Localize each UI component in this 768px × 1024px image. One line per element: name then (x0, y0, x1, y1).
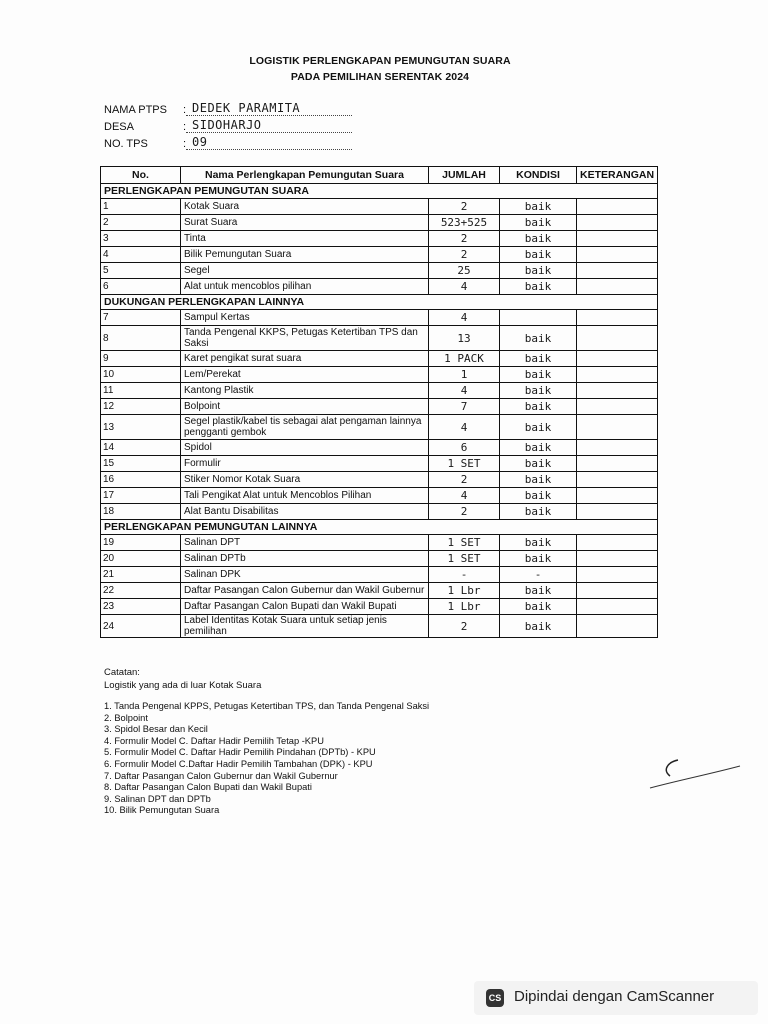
cell-jumlah: 25 (429, 263, 500, 279)
table-row (101, 551, 658, 567)
cell-keterangan (577, 415, 658, 440)
notes-list-item: 2. Bolpoint (104, 712, 148, 723)
cell-no: 13 (101, 415, 181, 440)
cell-no: 19 (101, 535, 181, 551)
cell-keterangan (577, 567, 658, 583)
table-row (101, 472, 658, 488)
cell-no: 23 (101, 599, 181, 615)
section-row (101, 184, 658, 199)
cell-item: Label Identitas Kotak Suara untuk setiap jenis pemilihan (181, 615, 429, 638)
notes-list-item: 9. Salinan DPT dan DPTb (104, 793, 211, 804)
table-row (101, 615, 658, 638)
cell-keterangan (577, 488, 658, 504)
document-title-line1: LOGISTIK PERLENGKAPAN PEMUNGUTAN SUARA (249, 55, 511, 67)
cell-item: Salinan DPK (181, 567, 429, 583)
cell-no: 3 (101, 231, 181, 247)
table-row (101, 367, 658, 383)
section-title: PERLENGKAPAN PEMUNGUTAN SUARA (101, 184, 658, 199)
notes-list-item: 7. Daftar Pasangan Calon Gubernur dan Wakil Gubernur (104, 770, 338, 781)
cell-keterangan (577, 535, 658, 551)
cell-keterangan (577, 383, 658, 399)
field-colon: : (183, 121, 187, 133)
notes-list-item: 8. Daftar Pasangan Calon Bupati dan Wakil Bupati (104, 782, 312, 793)
cell-kondisi: baik (500, 456, 577, 472)
table-row (101, 440, 658, 456)
notes-list-item: 3. Spidol Besar dan Kecil (104, 724, 208, 735)
cell-kondisi: baik (500, 263, 577, 279)
cell-kondisi: baik (500, 383, 577, 399)
cell-jumlah: 2 (429, 615, 500, 638)
camscanner-icon: CS (486, 989, 504, 1007)
cell-item: Salinan DPT (181, 535, 429, 551)
cell-jumlah: 523+525 (429, 215, 500, 231)
table-row (101, 326, 658, 351)
cell-no: 10 (101, 367, 181, 383)
cell-keterangan (577, 456, 658, 472)
cell-no: 14 (101, 440, 181, 456)
notes-list-item: 5. Formulir Model C. Daftar Hadir Pemilih Pindahan (DPTb) - KPU (104, 747, 376, 758)
cell-jumlah: 13 (429, 326, 500, 351)
col-header-item: Nama Perlengkapan Pemungutan Suara (181, 167, 429, 184)
cell-jumlah: 2 (429, 504, 500, 520)
cell-jumlah: 4 (429, 415, 500, 440)
cell-keterangan (577, 551, 658, 567)
cell-keterangan (577, 326, 658, 351)
cell-keterangan (577, 247, 658, 263)
cell-jumlah: 6 (429, 440, 500, 456)
field-colon: : (183, 104, 187, 116)
cell-jumlah: 4 (429, 383, 500, 399)
table-row (101, 279, 658, 295)
table-row (101, 415, 658, 440)
cell-keterangan (577, 583, 658, 599)
cell-keterangan (577, 440, 658, 456)
cell-kondisi: baik (500, 279, 577, 295)
cell-item: Bilik Pemungutan Suara (181, 247, 429, 263)
cell-no: 1 (101, 199, 181, 215)
cell-item: Salinan DPTb (181, 551, 429, 567)
notes-heading: Catatan: (104, 667, 140, 678)
table-row (101, 456, 658, 472)
cell-kondisi (500, 310, 577, 326)
cell-keterangan (577, 504, 658, 520)
col-header-no: No. (101, 167, 181, 184)
table-row (101, 310, 658, 326)
cell-item: Kantong Plastik (181, 383, 429, 399)
cell-kondisi: baik (500, 326, 577, 351)
cell-kondisi: baik (500, 551, 577, 567)
cell-no: 12 (101, 399, 181, 415)
col-header-jumlah: JUMLAH (429, 167, 500, 184)
cell-kondisi: baik (500, 488, 577, 504)
cell-kondisi: - (500, 567, 577, 583)
table-row (101, 351, 658, 367)
cell-item: Lem/Perekat (181, 367, 429, 383)
table-row (101, 535, 658, 551)
cell-jumlah: 1 SET (429, 456, 500, 472)
cell-no: 2 (101, 215, 181, 231)
cell-no: 22 (101, 583, 181, 599)
table-row (101, 583, 658, 599)
table-row (101, 231, 658, 247)
cell-item: Stiker Nomor Kotak Suara (181, 472, 429, 488)
cell-no: 8 (101, 326, 181, 351)
cell-no: 15 (101, 456, 181, 472)
field-dotted-line (186, 138, 352, 150)
cell-kondisi: baik (500, 472, 577, 488)
field-label: NAMA PTPS (104, 104, 167, 116)
cell-keterangan (577, 615, 658, 638)
cell-jumlah: 4 (429, 488, 500, 504)
cell-kondisi: baik (500, 399, 577, 415)
cell-jumlah: 1 (429, 367, 500, 383)
cell-no: 21 (101, 567, 181, 583)
cell-no: 18 (101, 504, 181, 520)
cell-keterangan (577, 231, 658, 247)
cell-item: Alat untuk mencoblos pilihan (181, 279, 429, 295)
cell-item: Alat Bantu Disabilitas (181, 504, 429, 520)
notes-list-item: 6. Formulir Model C.Daftar Hadir Pemilih Tambahan (DPK) - KPU (104, 758, 373, 769)
cell-kondisi: baik (500, 599, 577, 615)
cell-no: 24 (101, 615, 181, 638)
cell-keterangan (577, 215, 658, 231)
table-row (101, 247, 658, 263)
col-header-kondisi: KONDISI (500, 167, 577, 184)
cell-jumlah: 1 Lbr (429, 599, 500, 615)
cell-item: Tinta (181, 231, 429, 247)
notes-list-item: 10. Bilik Pemungutan Suara (104, 805, 220, 816)
cell-no: 20 (101, 551, 181, 567)
cell-no: 4 (101, 247, 181, 263)
table-row (101, 599, 658, 615)
notes-subheading: Logistik yang ada di luar Kotak Suara (104, 680, 262, 691)
cell-no: 6 (101, 279, 181, 295)
cell-item: Spidol (181, 440, 429, 456)
cell-jumlah: 1 Lbr (429, 583, 500, 599)
table-row (101, 488, 658, 504)
cell-item: Sampul Kertas (181, 310, 429, 326)
cell-item: Segel plastik/kabel tis sebagai alat pengaman lainnya pengganti gembok (181, 415, 429, 440)
cell-no: 5 (101, 263, 181, 279)
cell-no: 17 (101, 488, 181, 504)
cell-jumlah: 2 (429, 199, 500, 215)
cell-jumlah: 1 PACK (429, 351, 500, 367)
cell-kondisi: baik (500, 199, 577, 215)
table-row (101, 383, 658, 399)
cell-kondisi: baik (500, 583, 577, 599)
cell-item: Segel (181, 263, 429, 279)
cell-keterangan (577, 399, 658, 415)
cell-item: Karet pengikat surat suara (181, 351, 429, 367)
cell-item: Bolpoint (181, 399, 429, 415)
field-colon: : (183, 138, 187, 150)
cell-item: Surat Suara (181, 215, 429, 231)
cell-jumlah: 2 (429, 247, 500, 263)
notes-list-item: 4. Formulir Model C. Daftar Hadir Pemilih Tetap -KPU (104, 735, 324, 746)
cell-keterangan (577, 351, 658, 367)
section-title: DUKUNGAN PERLENGKAPAN LAINNYA (101, 295, 658, 310)
camscanner-text: Dipindai dengan CamScanner (514, 988, 715, 1005)
cell-keterangan (577, 599, 658, 615)
cell-no: 7 (101, 310, 181, 326)
cell-jumlah: 2 (429, 472, 500, 488)
document-title-line2: PADA PEMILIHAN SERENTAK 2024 (290, 71, 470, 83)
cell-kondisi: baik (500, 415, 577, 440)
field-label: DESA (104, 121, 134, 133)
cell-jumlah: 4 (429, 310, 500, 326)
cell-kondisi: baik (500, 367, 577, 383)
cell-kondisi: baik (500, 504, 577, 520)
cell-kondisi: baik (500, 247, 577, 263)
logistics-table (100, 166, 658, 638)
no-tps-value: 09 (192, 135, 208, 149)
table-row (101, 504, 658, 520)
table-row (101, 199, 658, 215)
cell-kondisi: baik (500, 351, 577, 367)
col-header-keterangan: KETERANGAN (577, 167, 658, 184)
cell-item: Daftar Pasangan Calon Bupati dan Wakil Bupati (181, 599, 429, 615)
cell-kondisi: baik (500, 215, 577, 231)
cell-item: Tanda Pengenal KKPS, Petugas Ketertiban TPS dan Saksi (181, 326, 429, 351)
section-title: PERLENGKAPAN PEMUNGUTAN LAINNYA (101, 520, 658, 535)
cell-item: Tali Pengikat Alat untuk Mencoblos Pilihan (181, 488, 429, 504)
cell-jumlah: 1 SET (429, 551, 500, 567)
cell-no: 9 (101, 351, 181, 367)
cell-jumlah: 4 (429, 279, 500, 295)
cell-jumlah: 7 (429, 399, 500, 415)
notes-list-item: 1. Tanda Pengenal KPPS, Petugas Ketertiban TPS, dan Tanda Pengenal Saksi (104, 701, 430, 711)
cell-item: Kotak Suara (181, 199, 429, 215)
table-row (101, 215, 658, 231)
table-header-row (101, 167, 658, 184)
cell-jumlah: 1 SET (429, 535, 500, 551)
cell-item: Daftar Pasangan Calon Gubernur dan Wakil Gubernur (181, 583, 429, 599)
cell-keterangan (577, 472, 658, 488)
cell-kondisi: baik (500, 615, 577, 638)
cell-kondisi: baik (500, 535, 577, 551)
camscanner-watermark (474, 981, 758, 1015)
table-body (101, 184, 658, 638)
cell-jumlah: 2 (429, 231, 500, 247)
cell-keterangan (577, 263, 658, 279)
cell-kondisi: baik (500, 231, 577, 247)
cell-keterangan (577, 367, 658, 383)
field-label: NO. TPS (104, 138, 148, 150)
cell-keterangan (577, 279, 658, 295)
nama-ptps-value: DEDEK PARAMITA (192, 101, 301, 115)
cell-jumlah: - (429, 567, 500, 583)
cell-no: 16 (101, 472, 181, 488)
notes-list (104, 701, 429, 817)
cell-item: Formulir (181, 456, 429, 472)
table-row (101, 567, 658, 583)
section-row (101, 295, 658, 310)
desa-value: SIDOHARJO (192, 118, 262, 132)
section-row (101, 520, 658, 535)
table-row (101, 263, 658, 279)
pen-mark (640, 750, 750, 800)
cell-no: 11 (101, 383, 181, 399)
cell-kondisi: baik (500, 440, 577, 456)
cell-keterangan (577, 199, 658, 215)
table-row (101, 399, 658, 415)
cell-keterangan (577, 310, 658, 326)
